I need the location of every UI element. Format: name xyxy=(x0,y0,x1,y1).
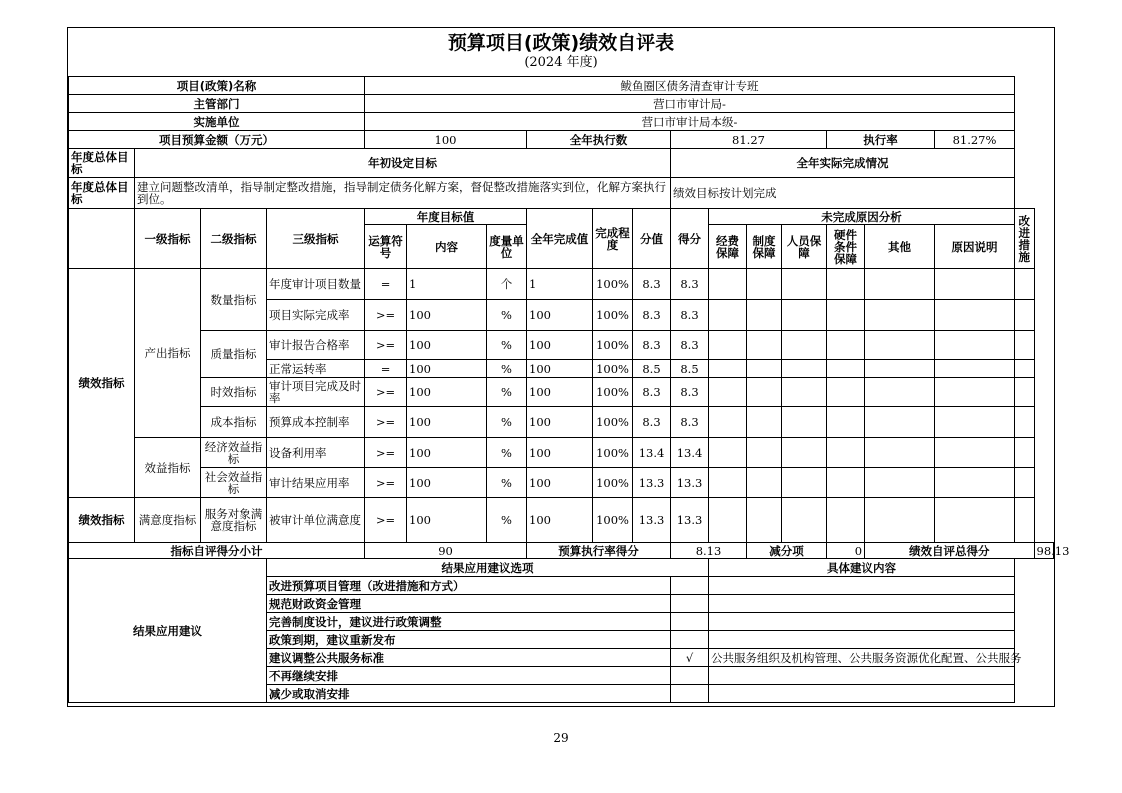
indicator-completion: 100% xyxy=(593,300,633,331)
benefit-indicator-label: 效益指标 xyxy=(135,438,201,498)
indicator-content: 1 xyxy=(407,269,487,300)
indicator-unit: % xyxy=(487,438,527,468)
indicator-name: 被审计单位满意度 xyxy=(267,498,365,543)
initial-goal-label: 年初设定目标 xyxy=(135,149,671,178)
empty-cell xyxy=(782,378,827,407)
empty-cell xyxy=(747,331,782,360)
empty-cell xyxy=(782,331,827,360)
subtotal-value: 90 xyxy=(365,543,527,559)
empty-cell xyxy=(782,300,827,331)
indicator-unit: % xyxy=(487,468,527,498)
suggestion-check xyxy=(671,667,709,685)
empty-cell xyxy=(865,378,935,407)
goal-label-bottom: 年度总体目标 xyxy=(69,178,135,209)
indicator-name: 设备利用率 xyxy=(267,438,365,468)
funding-header: 经费保障 xyxy=(709,225,747,269)
empty-cell xyxy=(827,269,865,300)
evaluation-table xyxy=(68,76,1070,703)
indicator-score-value: 13.3 xyxy=(633,498,671,543)
unit-label: 实施单位 xyxy=(69,113,365,131)
quantity-indicator-label: 数量指标 xyxy=(201,269,267,331)
empty-cell xyxy=(935,438,1015,468)
indicator-unit: % xyxy=(487,300,527,331)
suggestion-option: 规范财政资金管理 xyxy=(267,595,671,613)
indicator-unit: % xyxy=(487,378,527,407)
empty-cell xyxy=(782,438,827,468)
empty-cell xyxy=(1015,378,1034,407)
suggestion-check xyxy=(671,685,709,703)
operator-header: 运算符号 xyxy=(365,225,407,269)
full-year-header: 全年完成值 xyxy=(527,209,593,269)
empty-cell xyxy=(709,498,747,543)
evaluation-sheet xyxy=(67,27,1070,707)
indicator-full-year: 100 xyxy=(527,498,593,543)
service-indicator-label: 服务对象满意度指标 xyxy=(201,498,267,543)
indicator-score-value: 8.5 xyxy=(633,360,671,378)
indicator-operator: >= xyxy=(365,498,407,543)
indicator-operator: >= xyxy=(365,331,407,360)
indicator-unit: % xyxy=(487,360,527,378)
empty-cell xyxy=(935,407,1015,438)
deduct-value: 0 xyxy=(827,543,865,559)
detail-header: 具体建议内容 xyxy=(709,559,1015,577)
empty-cell xyxy=(827,468,865,498)
empty-cell xyxy=(782,407,827,438)
suggestion-check xyxy=(671,577,709,595)
indicator-score-value: 8.3 xyxy=(633,331,671,360)
indicator-name: 审计结果应用率 xyxy=(267,468,365,498)
indicator-operator: = xyxy=(365,269,407,300)
empty-cell xyxy=(709,269,747,300)
empty-cell xyxy=(1015,360,1034,378)
options-header: 结果应用建议选项 xyxy=(267,559,709,577)
unit-header: 度量单位 xyxy=(487,225,527,269)
level2-header: 二级指标 xyxy=(201,209,267,269)
empty-cell xyxy=(747,378,782,407)
unit-row xyxy=(69,113,1054,131)
satisfaction-indicator-label: 满意度指标 xyxy=(135,498,201,543)
content-header: 内容 xyxy=(407,225,487,269)
unfinished-header: 未完成原因分析 xyxy=(709,209,1015,225)
empty-cell xyxy=(865,300,935,331)
goal-header-row xyxy=(69,149,1054,178)
indicator-row xyxy=(69,378,1054,407)
empty-cell xyxy=(782,360,827,378)
suggestion-option: 减少或取消安排 xyxy=(267,685,671,703)
empty-cell xyxy=(865,498,935,543)
indicator-score: 8.5 xyxy=(671,360,709,378)
indicator-operator: >= xyxy=(365,378,407,407)
indicator-completion: 100% xyxy=(593,360,633,378)
indicator-full-year: 100 xyxy=(527,438,593,468)
indicator-unit: % xyxy=(487,331,527,360)
empty-cell xyxy=(827,438,865,468)
budget-row xyxy=(69,131,1054,149)
reason-header: 原因说明 xyxy=(935,225,1015,269)
suggestion-option: 不再继续安排 xyxy=(267,667,671,685)
empty-cell xyxy=(1015,407,1034,438)
deduct-label: 减分项 xyxy=(747,543,827,559)
document-header xyxy=(68,28,1054,76)
empty-cell xyxy=(1015,269,1034,300)
indicator-completion: 100% xyxy=(593,331,633,360)
indicator-completion: 100% xyxy=(593,407,633,438)
indicator-name: 预算成本控制率 xyxy=(267,407,365,438)
indicator-completion: 100% xyxy=(593,269,633,300)
indicator-row xyxy=(69,269,1054,300)
indicator-row xyxy=(69,331,1054,360)
output-indicator-label: 产出指标 xyxy=(135,269,201,438)
perf-indicator-label-2: 绩效指标 xyxy=(69,498,135,543)
empty-cell xyxy=(782,468,827,498)
empty-cell xyxy=(1015,468,1034,498)
result-application-label: 结果应用建议 xyxy=(69,559,267,703)
indicator-unit: % xyxy=(487,407,527,438)
empty-cell xyxy=(747,438,782,468)
empty-cell xyxy=(747,269,782,300)
empty-cell xyxy=(827,498,865,543)
indicator-full-year: 100 xyxy=(527,300,593,331)
budget-value: 100 xyxy=(365,131,527,149)
empty-cell xyxy=(747,468,782,498)
annual-target-header: 年度目标值 xyxy=(365,209,527,225)
indicator-content: 100 xyxy=(407,407,487,438)
total-score-label: 绩效自评总得分 xyxy=(865,543,1034,559)
empty-cell xyxy=(827,378,865,407)
indicator-score-value: 8.3 xyxy=(633,407,671,438)
budget-score-label: 预算执行率得分 xyxy=(527,543,671,559)
empty-cell xyxy=(827,300,865,331)
empty-cell xyxy=(1015,300,1034,331)
goal-content-row xyxy=(69,178,1054,209)
indicator-name: 审计报告合格率 xyxy=(267,331,365,360)
indicator-score: 8.3 xyxy=(671,378,709,407)
timeliness-indicator-label: 时效指标 xyxy=(201,378,267,407)
indicator-content: 100 xyxy=(407,438,487,468)
suggestion-header-row xyxy=(69,559,1054,577)
indicator-completion: 100% xyxy=(593,378,633,407)
blank-header-cell xyxy=(69,209,135,269)
totals-row xyxy=(69,543,1054,559)
other-header: 其他 xyxy=(865,225,935,269)
indicator-full-year: 100 xyxy=(527,468,593,498)
suggestion-detail xyxy=(709,685,1015,703)
indicator-content: 100 xyxy=(407,360,487,378)
dept-value: 营口市审计局- xyxy=(365,95,1015,113)
perf-indicator-label: 绩效指标 xyxy=(69,269,135,498)
empty-cell xyxy=(1015,498,1034,543)
indicator-score-value: 13.3 xyxy=(633,468,671,498)
indicator-completion: 100% xyxy=(593,498,633,543)
suggestion-detail: 公共服务组织及机构管理、公共服务资源优化配置、公共服务 xyxy=(709,649,1015,667)
empty-cell xyxy=(865,407,935,438)
indicator-name: 审计项目完成及时率 xyxy=(267,378,365,407)
measures-header: 改进措施 xyxy=(1015,209,1034,269)
empty-cell xyxy=(827,360,865,378)
score-value-header: 分值 xyxy=(633,209,671,269)
empty-cell xyxy=(782,498,827,543)
empty-cell xyxy=(935,378,1015,407)
empty-cell xyxy=(865,360,935,378)
indicator-full-year: 100 xyxy=(527,331,593,360)
indicator-score-value: 13.4 xyxy=(633,438,671,468)
suggestion-detail xyxy=(709,667,1015,685)
empty-cell xyxy=(827,407,865,438)
empty-cell xyxy=(1015,438,1034,468)
empty-cell xyxy=(865,331,935,360)
project-name-value: 鲅鱼圈区债务清查审计专班 xyxy=(365,77,1015,95)
social-indicator-label: 社会效益指标 xyxy=(201,468,267,498)
empty-cell xyxy=(865,468,935,498)
indicator-operator: >= xyxy=(365,300,407,331)
dept-label: 主管部门 xyxy=(69,95,365,113)
indicator-content: 100 xyxy=(407,300,487,331)
indicator-name: 正常运转率 xyxy=(267,360,365,378)
suggestion-option: 建议调整公共服务标准 xyxy=(267,649,671,667)
suggestion-option: 政策到期，建议重新发布 xyxy=(267,631,671,649)
suggestion-check xyxy=(671,631,709,649)
indicator-row xyxy=(69,498,1054,543)
suggestion-check xyxy=(671,595,709,613)
indicator-score: 8.3 xyxy=(671,407,709,438)
dept-row xyxy=(69,95,1054,113)
indicator-content: 100 xyxy=(407,498,487,543)
actual-label: 全年实际完成情况 xyxy=(671,149,1015,178)
indicator-content: 100 xyxy=(407,378,487,407)
suggestion-option: 完善制度设计，建议进行政策调整 xyxy=(267,613,671,631)
empty-cell xyxy=(865,438,935,468)
hardware-header: 硬件条件保障 xyxy=(827,225,865,269)
empty-cell xyxy=(709,331,747,360)
total-score-value: 98.13 xyxy=(1034,543,1054,559)
indicator-score: 8.3 xyxy=(671,331,709,360)
indicator-score: 8.3 xyxy=(671,300,709,331)
subtotal-label: 指标自评得分小计 xyxy=(69,543,365,559)
indicator-full-year: 100 xyxy=(527,360,593,378)
empty-cell xyxy=(747,498,782,543)
empty-cell xyxy=(935,331,1015,360)
level1-header: 一级指标 xyxy=(135,209,201,269)
suggestion-detail xyxy=(709,631,1015,649)
indicator-row xyxy=(69,438,1054,468)
exec-label: 全年执行数 xyxy=(527,131,671,149)
indicator-score: 8.3 xyxy=(671,269,709,300)
suggestion-check xyxy=(671,613,709,631)
empty-cell xyxy=(709,378,747,407)
indicator-score: 13.3 xyxy=(671,468,709,498)
empty-cell xyxy=(865,269,935,300)
indicator-content: 100 xyxy=(407,468,487,498)
empty-cell xyxy=(709,300,747,331)
indicator-unit: 个 xyxy=(487,269,527,300)
suggestion-check: √ xyxy=(671,649,709,667)
suggestion-option: 改进预算项目管理（改进措施和方式） xyxy=(267,577,671,595)
actual-text: 绩效目标按计划完成 xyxy=(671,178,1015,209)
quality-indicator-label: 质量指标 xyxy=(201,331,267,378)
empty-cell xyxy=(782,269,827,300)
budget-score-value: 8.13 xyxy=(671,543,747,559)
indicator-operator: >= xyxy=(365,438,407,468)
system-header: 制度保障 xyxy=(747,225,782,269)
suggestion-detail xyxy=(709,577,1015,595)
indicator-score: 13.4 xyxy=(671,438,709,468)
indicator-header-row-1 xyxy=(69,209,1054,225)
project-name-label: 项目(政策)名称 xyxy=(69,77,365,95)
indicator-full-year: 100 xyxy=(527,407,593,438)
document-year: (2024 年度) xyxy=(524,55,598,70)
indicator-completion: 100% xyxy=(593,438,633,468)
indicator-full-year: 100 xyxy=(527,378,593,407)
economic-indicator-label: 经济效益指标 xyxy=(201,438,267,468)
indicator-operator: = xyxy=(365,360,407,378)
budget-label: 项目预算金额（万元） xyxy=(69,131,365,149)
unit-value: 营口市审计局本级- xyxy=(365,113,1015,131)
empty-cell xyxy=(935,468,1015,498)
indicator-score-value: 8.3 xyxy=(633,300,671,331)
empty-cell xyxy=(935,360,1015,378)
empty-cell xyxy=(1015,331,1034,360)
empty-cell xyxy=(827,331,865,360)
rate-value: 81.27% xyxy=(935,131,1015,149)
goal-label-top: 年度总体目标 xyxy=(69,149,135,178)
rate-label: 执行率 xyxy=(827,131,935,149)
indicator-content: 100 xyxy=(407,331,487,360)
suggestion-detail xyxy=(709,613,1015,631)
indicator-name: 年度审计项目数量 xyxy=(267,269,365,300)
completion-header: 完成程度 xyxy=(593,209,633,269)
empty-cell xyxy=(709,407,747,438)
exec-value: 81.27 xyxy=(671,131,827,149)
suggestion-detail xyxy=(709,595,1015,613)
document-title: 预算项目(政策)绩效自评表 xyxy=(447,32,675,54)
empty-cell xyxy=(935,498,1015,543)
empty-cell xyxy=(747,300,782,331)
cost-indicator-label: 成本指标 xyxy=(201,407,267,438)
initial-goal-text: 建立问题整改清单，指导制定整改措施，指导制定债务化解方案，督促整改措施落实到位，化解方案执行到位。 xyxy=(135,178,671,209)
empty-cell xyxy=(747,360,782,378)
indicator-score-value: 8.3 xyxy=(633,378,671,407)
empty-cell xyxy=(709,360,747,378)
indicator-operator: >= xyxy=(365,468,407,498)
personnel-header: 人员保障 xyxy=(782,225,827,269)
page-number: 29 xyxy=(553,731,569,745)
empty-cell xyxy=(747,407,782,438)
empty-cell xyxy=(935,269,1015,300)
empty-cell xyxy=(709,438,747,468)
indicator-operator: >= xyxy=(365,407,407,438)
level3-header: 三级指标 xyxy=(267,209,365,269)
project-name-row xyxy=(69,77,1054,95)
empty-cell xyxy=(935,300,1015,331)
indicator-unit: % xyxy=(487,498,527,543)
indicator-full-year: 1 xyxy=(527,269,593,300)
indicator-row xyxy=(69,468,1054,498)
indicator-name: 项目实际完成率 xyxy=(267,300,365,331)
empty-cell xyxy=(709,468,747,498)
score-header: 得分 xyxy=(671,209,709,269)
indicator-completion: 100% xyxy=(593,468,633,498)
indicator-row xyxy=(69,407,1054,438)
indicator-score: 13.3 xyxy=(671,498,709,543)
indicator-score-value: 8.3 xyxy=(633,269,671,300)
